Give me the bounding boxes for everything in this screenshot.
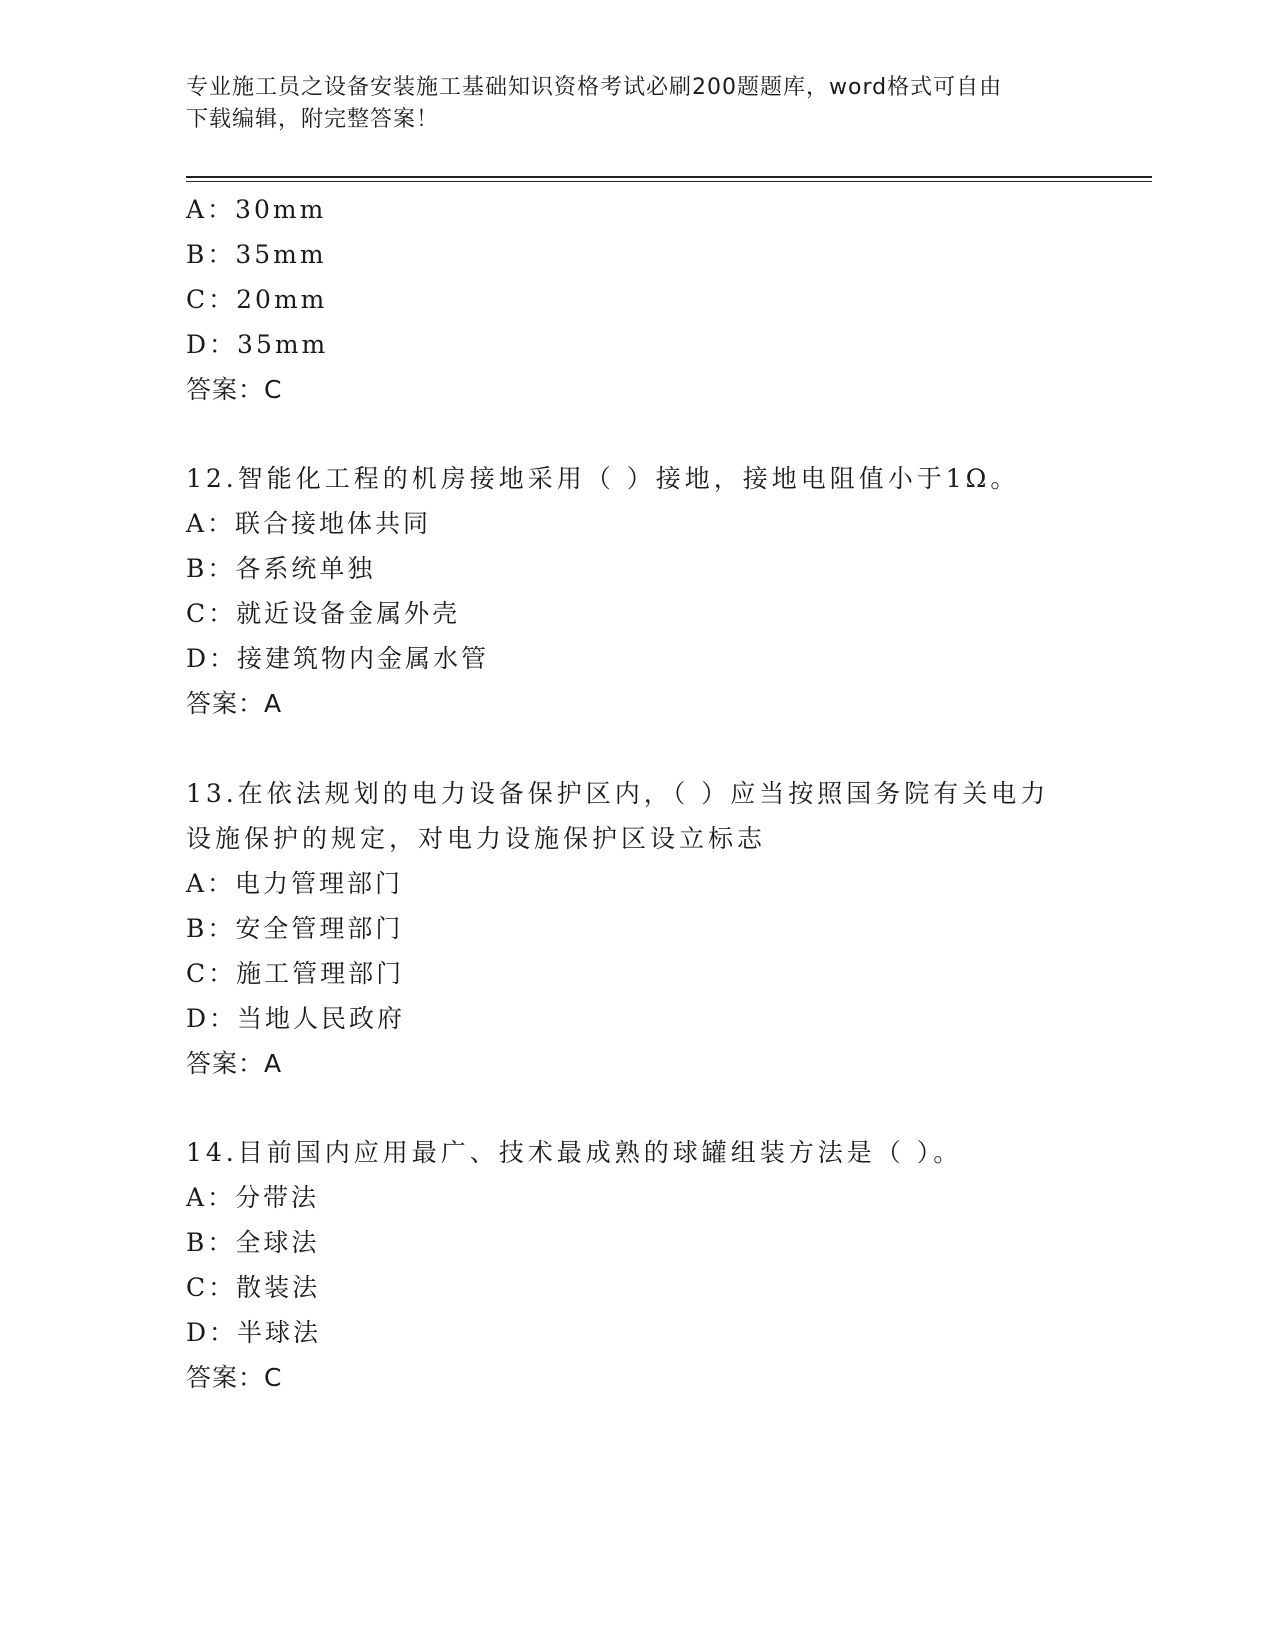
q13-option-c: C：施工管理部门: [186, 959, 405, 988]
q14-stem: 14.目前国内应用最广、技术最成熟的球罐组装方法是（ ）。: [186, 1138, 963, 1167]
q12-option-b: B：各系统单独: [186, 554, 376, 583]
q14-answer: 答案：C: [186, 1363, 283, 1392]
q13-stem-line-2: 设施保护的规定，对电力设施保护区设立标志: [186, 824, 767, 853]
q14-option-c: C：散装法: [186, 1273, 321, 1302]
q14-option-a: A：分带法: [186, 1183, 320, 1212]
q14-option-b: B：全球法: [186, 1228, 320, 1257]
q12-option-d: D：接建筑物内金属水管: [186, 644, 490, 673]
q13-option-a: A：电力管理部门: [186, 869, 404, 898]
q11-option-a: A：30mm: [186, 195, 327, 224]
q13-answer: 答案：A: [186, 1049, 283, 1078]
q14-option-d: D：半球法: [186, 1318, 322, 1347]
q11-answer: 答案：C: [186, 375, 283, 404]
header-divider: [186, 176, 1152, 182]
q13-stem-line-1: 13.在依法规划的电力设备保护区内，（ ）应当按照国务院有关电力: [186, 779, 1050, 808]
q12-answer: 答案：A: [186, 689, 283, 718]
header-line-1: 专业施工员之设备安装施工基础知识资格考试必刷200题题库，word格式可自由: [186, 75, 1003, 100]
q11-option-d: D：35mm: [186, 330, 329, 359]
q13-option-b: B：安全管理部门: [186, 914, 404, 943]
q11-option-b: B：35mm: [186, 240, 327, 269]
q12-stem: 12.智能化工程的机房接地采用（ ）接地，接地电阻值小于1Ω。: [186, 464, 1020, 493]
header-line-2: 下载编辑，附完整答案！: [186, 107, 440, 132]
q13-option-d: D：当地人民政府: [186, 1004, 406, 1033]
q12-option-c: C：就近设备金属外壳: [186, 599, 461, 628]
document-header: [186, 72, 1086, 136]
q12-option-a: A：联合接地体共同: [186, 509, 432, 538]
q11-option-c: C：20mm: [186, 285, 328, 314]
